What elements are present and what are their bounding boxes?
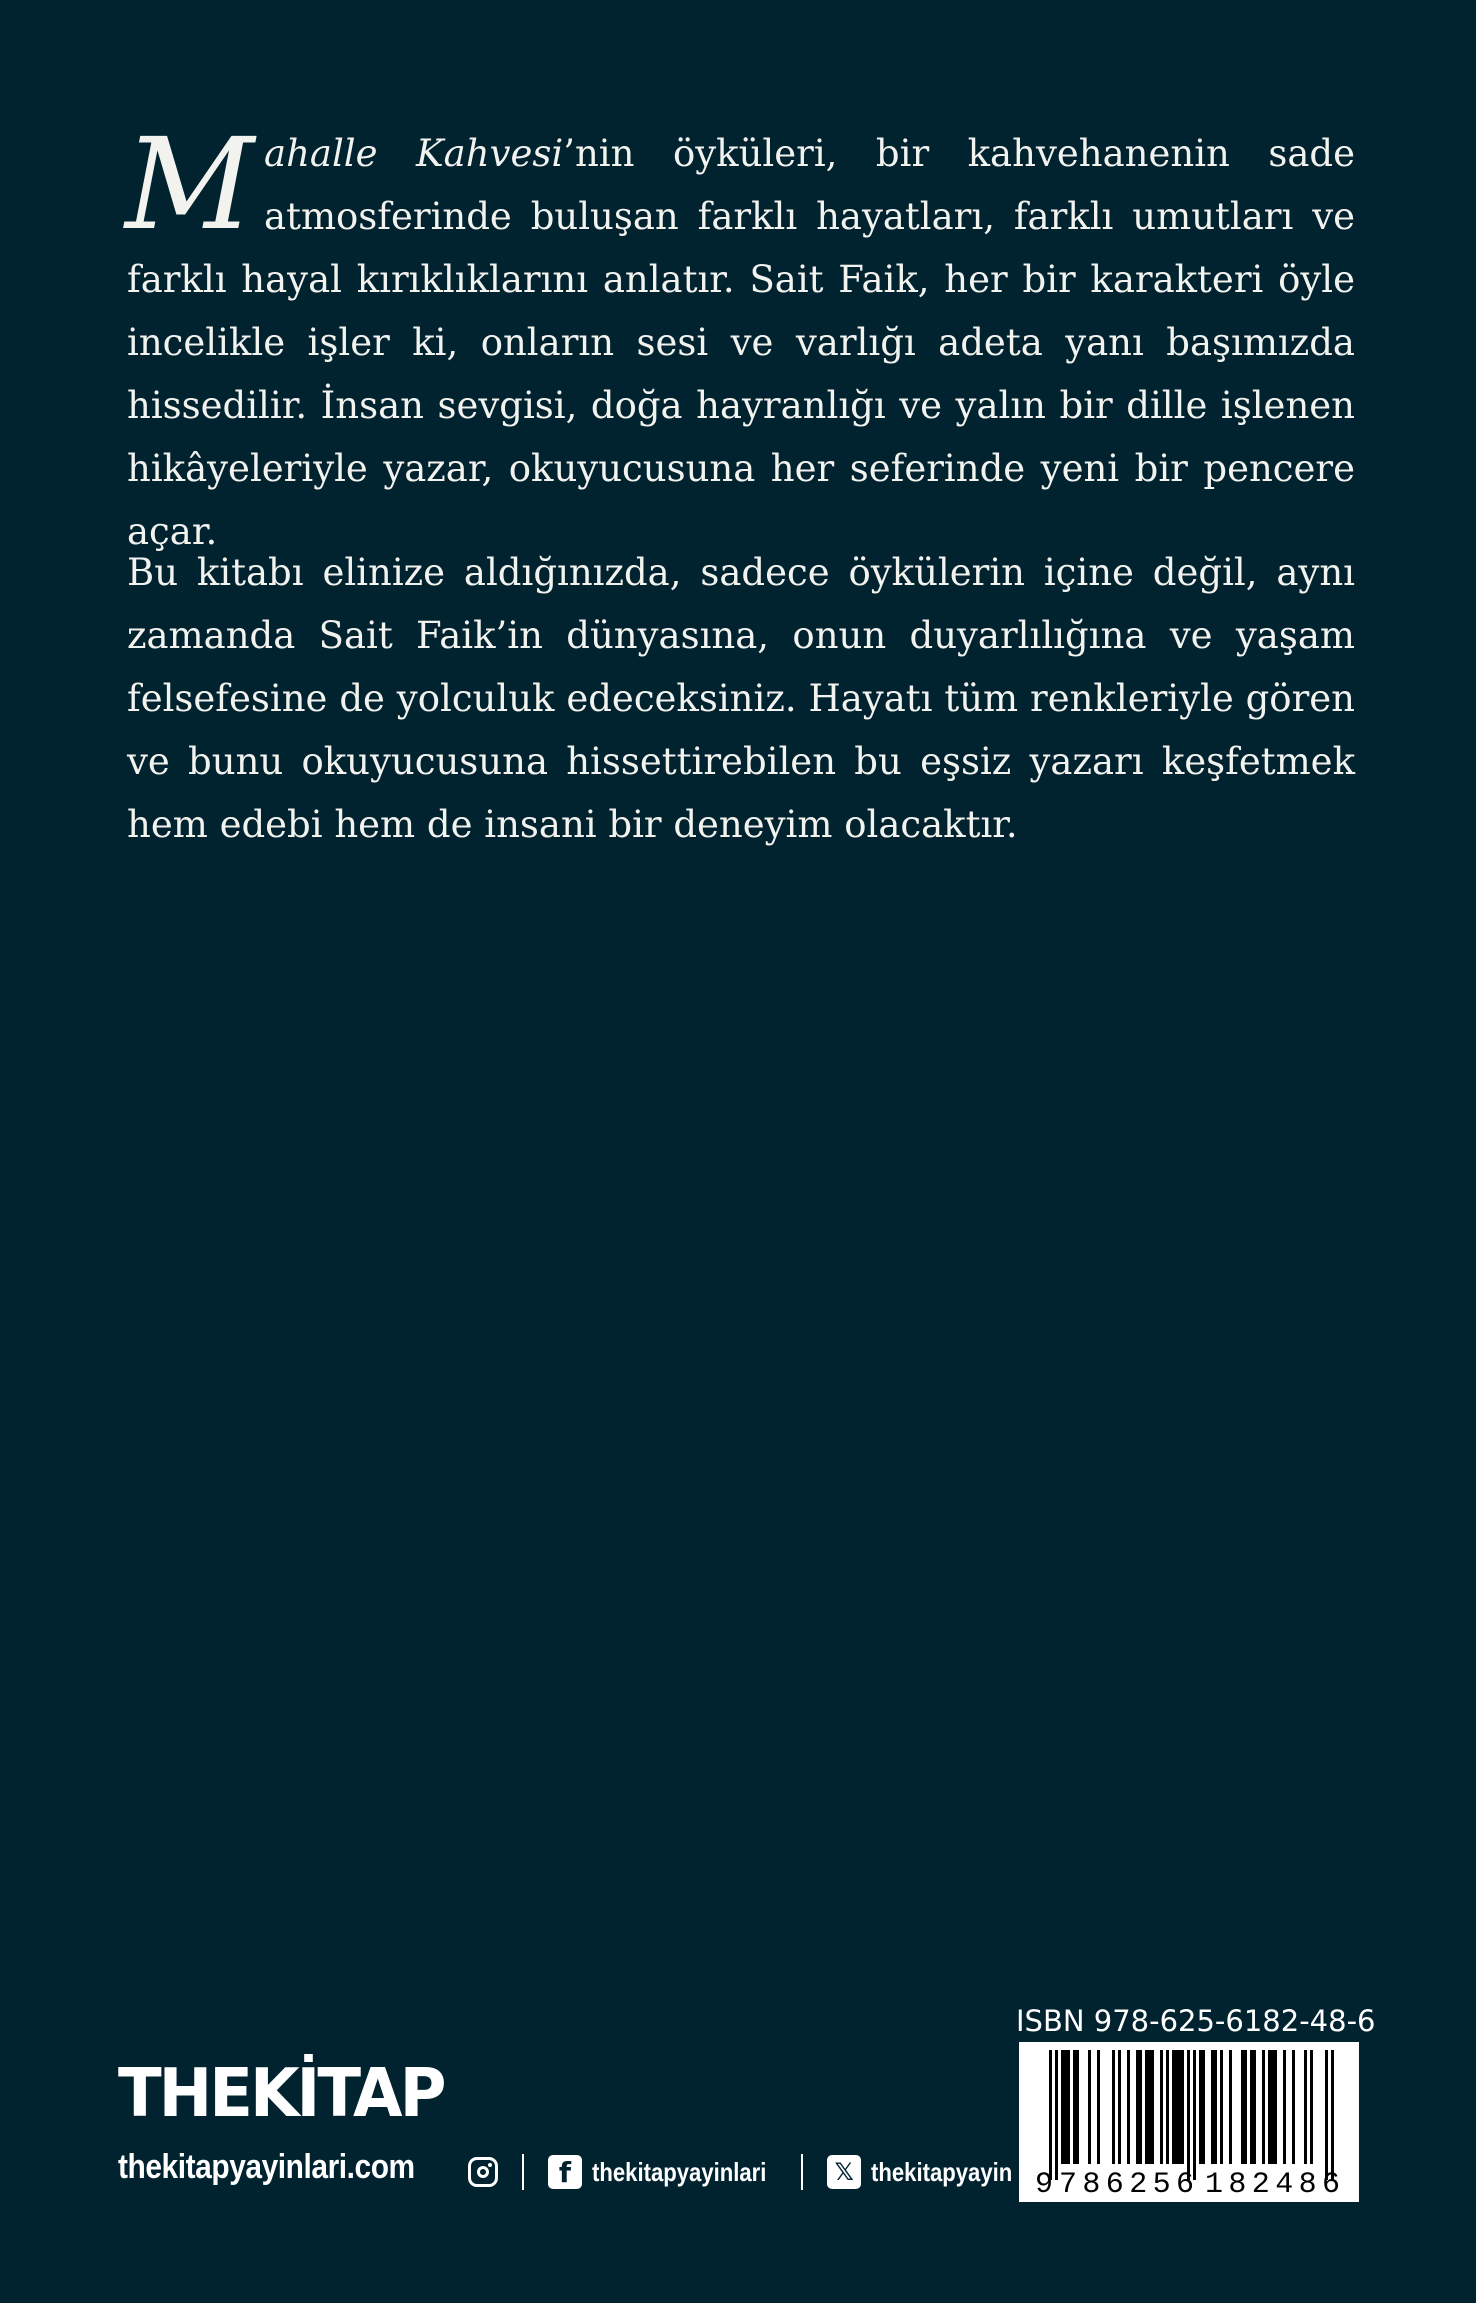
barcode-bars: [1049, 2050, 1334, 2180]
barcode-bar: [1160, 2050, 1163, 2164]
drop-cap: M: [125, 111, 255, 258]
barcode-bar: [1145, 2050, 1148, 2164]
barcode-bar: [1241, 2050, 1244, 2164]
blurb-paragraph-1-text: [125, 111, 1355, 563]
barcode-digits-left: 786256: [1059, 2168, 1194, 2202]
barcode-bar: [1244, 2050, 1247, 2164]
barcode-bar: [1262, 2050, 1265, 2164]
barcode-bar: [1073, 2050, 1076, 2164]
barcode-bar: [1181, 2050, 1184, 2164]
blurb-paragraph-2: [127, 541, 1355, 856]
barcode-bar: [1310, 2050, 1313, 2164]
barcode-bar: [1166, 2050, 1169, 2164]
barcode-bar: [1067, 2050, 1070, 2164]
barcode-bar: [1118, 2050, 1121, 2164]
barcode-lead-digit: 9: [1035, 2168, 1054, 2202]
barcode-bar: [1253, 2050, 1256, 2164]
barcode-bar: [1088, 2050, 1091, 2164]
blurb-paragraph-1: [125, 111, 1355, 563]
barcode-bar: [1076, 2050, 1079, 2164]
barcode-bar: [1250, 2050, 1253, 2164]
facebook-icon[interactable]: f: [548, 2155, 582, 2189]
barcode-bar: [1202, 2050, 1205, 2164]
barcode-bar: [1187, 2050, 1190, 2180]
facebook-handle[interactable]: thekitapyayinlari: [592, 2156, 767, 2187]
barcode-bar: [1136, 2050, 1139, 2164]
barcode-bar: [1061, 2050, 1064, 2164]
barcode-bar: [1211, 2050, 1214, 2164]
barcode-bar: [1178, 2050, 1181, 2164]
book-title-italic: ahalle Kahvesi: [264, 132, 564, 175]
barcode-bar: [1283, 2050, 1286, 2164]
barcode-bar: [1139, 2050, 1142, 2164]
barcode-bar: [1220, 2050, 1223, 2164]
barcode-graphic: [1019, 2042, 1359, 2202]
barcode-bar: [1229, 2050, 1232, 2164]
barcode-bar: [1148, 2050, 1151, 2164]
barcode-bar: [1175, 2050, 1178, 2164]
divider: [522, 2154, 524, 2190]
social-links: [468, 2152, 1037, 2192]
barcode-bar: [1271, 2050, 1274, 2164]
barcode-bar: [1304, 2050, 1307, 2164]
barcode-bar: [1097, 2050, 1100, 2164]
barcode-bar: [1172, 2050, 1175, 2164]
isbn-label: ISBN 978-625-6182-48-6: [1016, 2004, 1376, 2038]
barcode-bar: [1127, 2050, 1130, 2164]
barcode-bar: [1325, 2050, 1328, 2180]
barcode-bar: [1214, 2050, 1217, 2164]
barcode-bar: [1292, 2050, 1295, 2164]
barcode-bar: [1112, 2050, 1115, 2164]
barcode-bar: [1193, 2050, 1196, 2180]
barcode-bar: [1049, 2050, 1052, 2180]
barcode-bar: [1055, 2050, 1058, 2180]
barcode-bar: [1331, 2050, 1334, 2180]
divider: [801, 2154, 803, 2190]
x-icon[interactable]: 𝕏: [827, 2155, 861, 2189]
blurb-paragraph-2-text: Bu kitabı elinize aldığınızda, sadece öykülerin içine değil, aynı zamanda Sait Faik’in dünyasına, onun duyarlılığına ve yaşam felsefesine de yolculuk edeceksiniz. Hayatı tüm renkleriyle gören ve bunu okuyucusuna hissettirebilen bu eşsiz yazarı keşfetmek hem edebi hem de insani bir deneyim olacaktır.: [127, 551, 1355, 846]
blurb-paragraph-1-body: ’nin öyküleri, bir kahvehanenin sade atmosferinde buluşan farklı hayatları, farklı umutları ve farklı hayal kırıklıklarını anlatır. Sait Faik, her bir karakteri öyle incelikle işler ki, onların sesi ve varlığı adeta yanı başımızda hissedilir. İnsan sevgisi, doğa hayranlığı ve yalın bir dille işlenen hikâyeleriyle yazar, okuyucusuna her seferinde yeni bir pencere açar.: [127, 132, 1355, 553]
barcode-bar: [1199, 2050, 1202, 2164]
barcode-bar: [1274, 2050, 1277, 2164]
barcode-bar: [1151, 2050, 1154, 2164]
x-handle[interactable]: thekitapyayin: [871, 2156, 1013, 2187]
instagram-icon[interactable]: [468, 2157, 498, 2187]
barcode-digits-right: 182486: [1205, 2168, 1340, 2202]
barcode-bar: [1268, 2050, 1271, 2164]
publisher-logo: THEKİTAP: [118, 2055, 444, 2133]
publisher-website[interactable]: thekitapyayinlari.com: [118, 2148, 415, 2186]
barcode-bar: [1064, 2050, 1067, 2164]
barcode: [1019, 2042, 1359, 2202]
